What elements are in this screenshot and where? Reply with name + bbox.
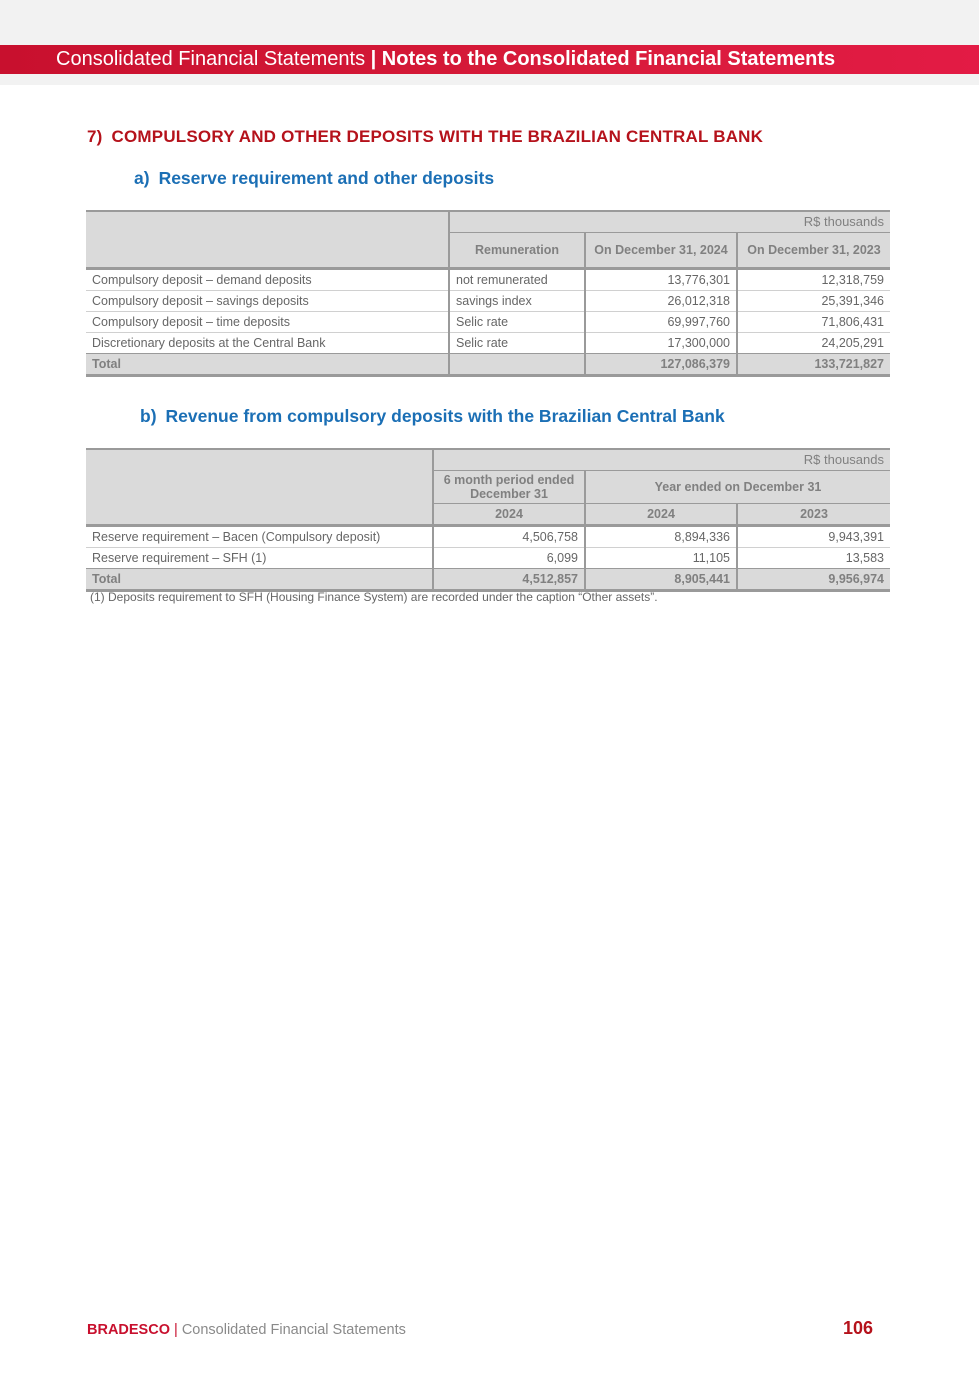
total-value-2024: 127,086,379 (585, 354, 737, 376)
col-header-dec-2023: On December 31, 2023 (737, 233, 890, 269)
row-value-2024: 13,776,301 (585, 269, 737, 291)
col-header-remuneration: Remuneration (449, 233, 585, 269)
page-number: 106 (843, 1318, 874, 1338)
col-header-year-2023: 2023 (737, 504, 890, 526)
row-value-6m: 6,099 (433, 548, 585, 569)
table-row (86, 548, 890, 569)
row-value-2023: 24,205,291 (821, 336, 884, 350)
page-footer (87, 1322, 406, 1338)
row-value-2023: 12,318,759 (737, 269, 890, 291)
subsection-b-heading (140, 406, 725, 427)
total-value-2024: 8,905,441 (585, 569, 737, 591)
col-header-year-ended: Year ended on December 31 (585, 471, 890, 504)
footer-separator: | (174, 1322, 178, 1338)
row-value-2023: 13,583 (845, 551, 884, 565)
table-row (86, 269, 890, 291)
total-remuneration-empty (449, 354, 585, 376)
row-value-6m: 4,506,758 (433, 526, 585, 548)
table-b-corner (86, 449, 433, 526)
total-row (86, 354, 890, 376)
section-heading (87, 127, 763, 147)
row-label: Compulsory deposit – savings deposits (86, 291, 449, 312)
top-margin (0, 0, 979, 45)
header-separator: | (365, 48, 382, 70)
row-label: Compulsory deposit – time deposits (86, 312, 449, 333)
table-row (86, 526, 890, 548)
subsection-b-number: b) (140, 406, 157, 426)
col-header-6m-2024: 2024 (433, 504, 585, 526)
subsection-a-heading (134, 168, 494, 189)
table-row (86, 291, 890, 312)
row-label: Reserve requirement – SFH (1) (86, 548, 433, 569)
footer-subtitle: Consolidated Financial Statements (181, 1322, 406, 1338)
header-title-bold: Notes to the Consolidated Financial Statements (381, 48, 836, 70)
col-header-year-2024: 2024 (585, 504, 737, 526)
row-label: Reserve requirement – Bacen (Compulsory deposit) (86, 526, 433, 548)
col-header-6-month: 6 month period ended December 31 (433, 471, 585, 504)
col-header-dec-2024: On December 31, 2024 (585, 233, 737, 269)
row-value-2023: 71,806,431 (737, 312, 890, 333)
row-label: Compulsory deposit – demand deposits (86, 269, 449, 291)
row-value-2024: 11,105 (585, 548, 737, 569)
row-remuneration: Selic rate (449, 333, 585, 354)
total-value-2023: 9,956,974 (737, 569, 890, 591)
revenue-compulsory-table (86, 448, 890, 592)
row-label: Discretionary deposits at the Central Bank (86, 333, 449, 354)
total-label: Total (86, 569, 433, 591)
total-value-2023: 133,721,827 (737, 354, 890, 376)
table-row (86, 312, 890, 333)
subsection-b-title: Revenue from compulsory deposits with the Brazilian Central Bank (165, 406, 725, 426)
row-value-2024: 8,894,336 (585, 526, 737, 548)
row-value-2024: 17,300,000 (585, 333, 737, 354)
section-number: 7) (87, 127, 103, 146)
reserve-requirement-table (86, 210, 890, 377)
total-row (86, 569, 890, 591)
table-a-corner (86, 211, 449, 269)
header-underband (0, 74, 979, 85)
subsection-a-number: a) (134, 168, 150, 188)
row-value-2023: 9,943,391 (737, 526, 890, 548)
table-a-units: R$ thousands (449, 211, 890, 233)
table-b-units: R$ thousands (433, 449, 890, 471)
row-remuneration: savings index (449, 291, 585, 312)
section-title: COMPULSORY AND OTHER DEPOSITS WITH THE BRAZILIAN CENTRAL BANK (111, 127, 764, 146)
total-value-6m: 4,512,857 (433, 569, 585, 591)
row-value-2024: 26,012,318 (585, 291, 737, 312)
table-row (86, 333, 890, 354)
row-remuneration: Selic rate (449, 312, 585, 333)
page-header-banner (0, 45, 979, 74)
table-footnote: (1) Deposits requirement to SFH (Housing Finance System) are recorded under the caption “Other assets”. (90, 590, 658, 604)
footer-brand: BRADESCO (87, 1322, 170, 1338)
row-remuneration: not remunerated (449, 269, 585, 291)
row-value-2023: 25,391,346 (737, 291, 890, 312)
total-label: Total (86, 354, 449, 376)
row-value-2024: 69,997,760 (585, 312, 737, 333)
subsection-a-title: Reserve requirement and other deposits (158, 168, 495, 188)
header-title-regular: Consolidated Financial Statements (56, 48, 366, 70)
